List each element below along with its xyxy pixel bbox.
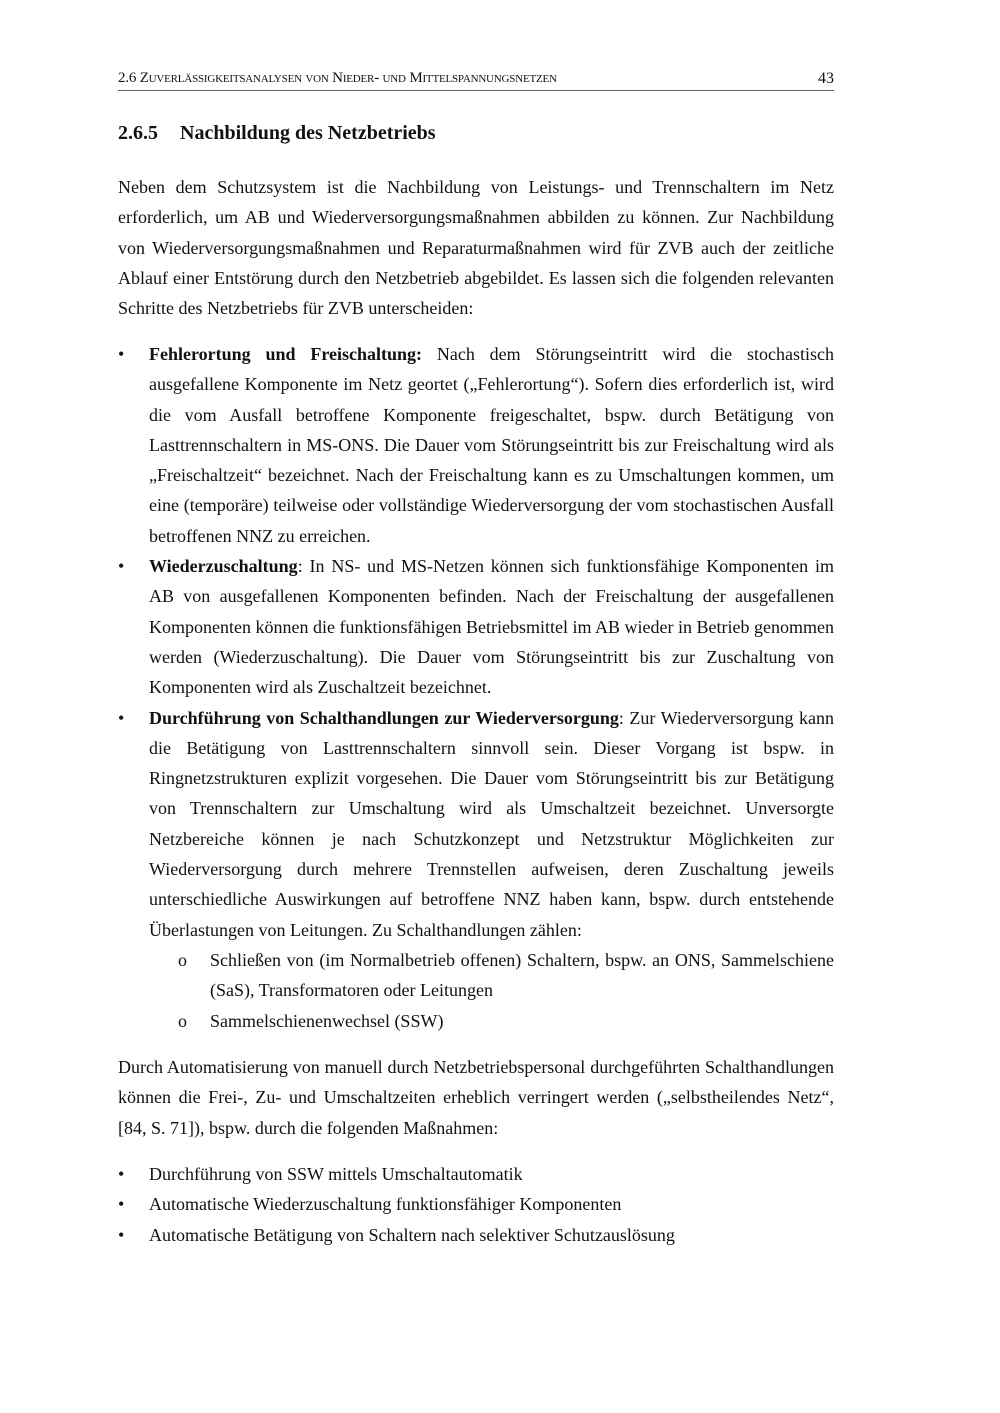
item-term: Durchführung von Schalthandlungen zur Wiederversorgung [149, 707, 619, 728]
item-text: Durchführung von SSW mittels Umschaltautomatik [149, 1164, 523, 1184]
section-heading [118, 122, 436, 145]
item-term: Fehlerortung und Freischaltung: [149, 344, 423, 364]
section-number: 2.6.5 [118, 122, 158, 144]
list-item [118, 1159, 834, 1189]
paragraph [118, 1052, 834, 1143]
item-text: : Zur Wiederversorgung kann die Betätigung von Lasttrennschaltern sinnvoll sein. Dieser Vorgang ist bspw. in Ringnetzstrukturen explizit vorgesehen. Die Dauer vom Störungseintritt bis zur Betätigung von Trennschaltern zur Umschaltung wird als Umschaltzeit bezeichnet. Unversorgte Netzbereiche können je nach Schutzkonzept und Netzstruktur Möglichkeiten zur Wiederversorgung durch mehrere Trennstellen aufweisen, deren Zuschaltung jeweils unterschiedliche Auswirkungen auf betroffene NNZ haben kann, bspw. durch entstehende Überlastungen von Leitungen. Zu Schalthandlungen zählen: [149, 707, 834, 940]
item-text: Nach dem Störungseintritt wird die stochastisch ausgefallene Komponente im Netz geortet („Fehlerortung“). Sofern dies erforderlich ist, wird die vom Ausfall betroffene Komponente freigeschaltet, bspw. durch Betätigung von Lasttrennschaltern in MS-ONS. Die Dauer vom Störungseintritt bis zur Freischaltung wird als „Freischaltzeit“ bezeichnet. Nach der Freischaltung kann es zu Umschaltungen kommen, um eine (temporäre) teilweise oder vollständige Wiederversorgung der vom stochastischen Ausfall betroffenen NNZ zu erreichen. [149, 344, 834, 546]
bullet-list [118, 339, 834, 1036]
item-text: : In NS- und MS-Netzen können sich funktionsfähige Komponenten im AB von ausgefallenen Komponenten befinden. Nach der Freischaltung der ausgefallenen Komponenten können die funktionsfähigen Betriebsmittel im AB wieder in Betrieb genommen werden (Wiederzuschaltung). Die Dauer vom Störungseintritt bis zur Zuschaltung von Komponenten wird als Zuschaltzeit bezeichnet. [149, 556, 834, 698]
bullet-icon: • [118, 344, 125, 364]
item-term: Wiederzuschaltung [149, 556, 298, 577]
section-title: Nachbildung des Netzbetriebs [180, 122, 436, 144]
paragraph-text: Neben dem Schutzsystem ist die Nachbildung von Leistungs- und Trennschaltern im Netz erforderlich, um AB und Wiederversorgungsmaßnahmen abbilden zu können. Zur Nachbildung von Wiederversorgungsmaßnahmen und Reparaturmaßnahmen wird für ZVB auch der zeitliche Ablauf einer Entstörung durch den Netzbetrieb abgebildet. Es lassen sich die folgenden relevanten Schritte des Netzbetriebs für ZVB unterscheiden: [118, 177, 834, 319]
item-text: Schließen von (im Normalbetrieb offenen) Schaltern, bspw. an ONS, Sammelschiene (SaS), Transformatoren oder Leitungen [210, 949, 834, 1001]
list-item [118, 339, 834, 551]
bullet-icon: • [118, 1164, 125, 1184]
circle-bullet-icon: o [178, 949, 187, 970]
bullet-icon: • [118, 1194, 125, 1215]
bullet-icon: • [118, 707, 125, 728]
list-item [118, 551, 834, 702]
sub-list-item [118, 1006, 834, 1036]
item-text: Automatische Betätigung von Schaltern nach selektiver Schutzauslösung [149, 1224, 675, 1245]
paragraph-text: Durch Automatisierung von manuell durch Netzbetriebspersonal durchgeführten Schalthandlungen können die Frei-, Zu- und Umschaltzeiten erheblich verringert werden („selbstheilendes Netz“, [84, S. 71]), bspw. durch die folgenden Maßnahmen: [118, 1057, 834, 1138]
bullet-list [118, 1159, 834, 1250]
sub-list-item [118, 945, 834, 1006]
list-item [118, 1220, 834, 1250]
list-item [118, 1189, 834, 1219]
header-section: 2.6 Zuverlässigkeitsanalysen von Nieder- und Mittelspannungsnetzen [118, 70, 557, 86]
paragraph [118, 172, 834, 323]
bullet-icon: • [118, 1224, 125, 1245]
bullet-icon: • [118, 556, 125, 577]
list-item [118, 703, 834, 945]
page-number: 43 [818, 70, 834, 87]
item-text: Sammelschienenwechsel (SSW) [210, 1010, 444, 1031]
running-header [118, 70, 834, 91]
circle-bullet-icon: o [178, 1010, 187, 1031]
item-text: Automatische Wiederzuschaltung funktionsfähiger Komponenten [149, 1194, 622, 1215]
